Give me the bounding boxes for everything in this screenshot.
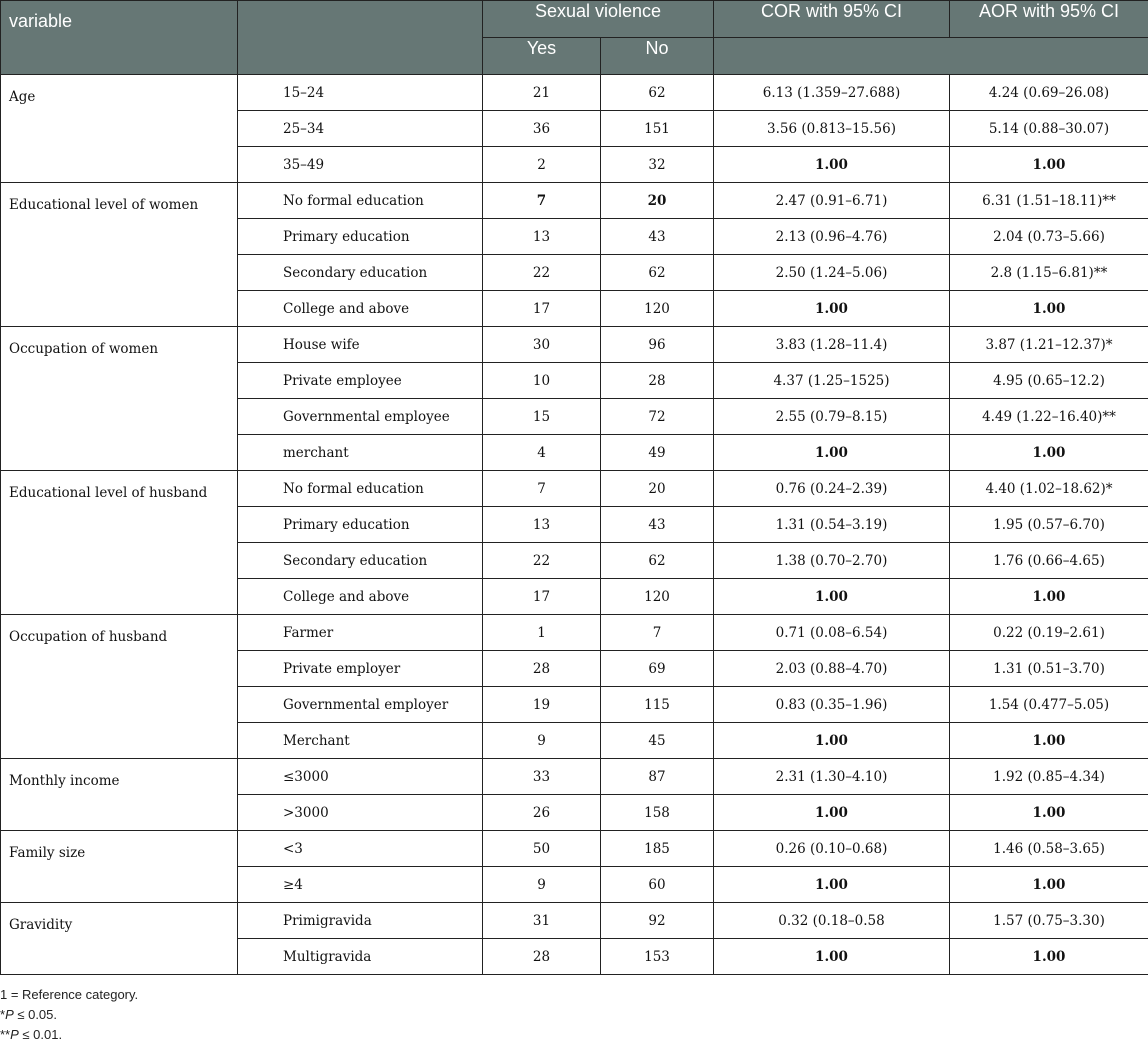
yes-count-cell: 19 — [483, 687, 601, 723]
yes-count-cell: 17 — [483, 291, 601, 327]
header-category — [238, 1, 483, 75]
cor-cell: 0.71 (0.08–6.54) — [714, 615, 950, 651]
cor-cell: 1.00 — [714, 291, 950, 327]
category-cell: No formal education — [238, 471, 483, 507]
aor-cell: 1.00 — [950, 291, 1148, 327]
aor-cell: 1.31 (0.51–3.70) — [950, 651, 1148, 687]
variable-cell: Monthly income — [1, 759, 238, 831]
yes-count-cell: 36 — [483, 111, 601, 147]
category-cell: Secondary education — [238, 543, 483, 579]
cor-cell: 2.03 (0.88–4.70) — [714, 651, 950, 687]
yes-count-cell: 22 — [483, 255, 601, 291]
aor-cell: 4.24 (0.69–26.08) — [950, 75, 1148, 111]
footnote-p05: *P ≤ 0.05. — [0, 1005, 138, 1025]
category-cell: 15–24 — [238, 75, 483, 111]
no-count-cell: 45 — [601, 723, 714, 759]
no-count-cell: 62 — [601, 255, 714, 291]
yes-count-cell: 1 — [483, 615, 601, 651]
footnotes — [0, 985, 138, 1045]
variable-cell: Family size — [1, 831, 238, 903]
no-count-cell: 28 — [601, 363, 714, 399]
cor-cell: 1.00 — [714, 867, 950, 903]
cor-cell: 0.32 (0.18–0.58 — [714, 903, 950, 939]
aor-cell: 1.57 (0.75–3.30) — [950, 903, 1148, 939]
yes-count-cell: 22 — [483, 543, 601, 579]
cor-cell: 1.31 (0.54–3.19) — [714, 507, 950, 543]
aor-cell: 1.00 — [950, 867, 1148, 903]
category-cell: Private employer — [238, 651, 483, 687]
variable-cell: Educational level of women — [1, 183, 238, 327]
aor-cell: 4.49 (1.22–16.40)** — [950, 399, 1148, 435]
yes-count-cell: 17 — [483, 579, 601, 615]
yes-count-cell: 10 — [483, 363, 601, 399]
yes-count-cell: 13 — [483, 219, 601, 255]
variable-cell: Occupation of women — [1, 327, 238, 471]
table-body — [1, 75, 1148, 975]
cor-cell: 2.55 (0.79–8.15) — [714, 399, 950, 435]
category-cell: Governmental employer — [238, 687, 483, 723]
table-header — [1, 1, 1148, 75]
category-cell: Private employee — [238, 363, 483, 399]
yes-count-cell: 2 — [483, 147, 601, 183]
no-count-cell: 62 — [601, 75, 714, 111]
no-count-cell: 43 — [601, 219, 714, 255]
no-count-cell: 185 — [601, 831, 714, 867]
header-ci-blank — [714, 38, 1148, 75]
yes-count-cell: 30 — [483, 327, 601, 363]
yes-count-cell: 13 — [483, 507, 601, 543]
aor-cell: 1.00 — [950, 579, 1148, 615]
yes-count-cell: 33 — [483, 759, 601, 795]
aor-cell: 1.46 (0.58–3.65) — [950, 831, 1148, 867]
category-cell: House wife — [238, 327, 483, 363]
aor-cell: 1.00 — [950, 147, 1148, 183]
aor-cell: 1.54 (0.477–5.05) — [950, 687, 1148, 723]
cor-cell: 0.26 (0.10–0.68) — [714, 831, 950, 867]
aor-cell: 0.22 (0.19–2.61) — [950, 615, 1148, 651]
no-count-cell: 96 — [601, 327, 714, 363]
aor-cell: 2.04 (0.73–5.66) — [950, 219, 1148, 255]
category-cell: Secondary education — [238, 255, 483, 291]
category-cell: Primary education — [238, 507, 483, 543]
no-count-cell: 69 — [601, 651, 714, 687]
header-sexual-violence: Sexual violence — [483, 1, 714, 38]
table-row — [1, 615, 1148, 651]
variable-cell: Educational level of husband — [1, 471, 238, 615]
yes-count-cell: 9 — [483, 867, 601, 903]
aor-cell: 6.31 (1.51–18.11)** — [950, 183, 1148, 219]
category-cell: Primigravida — [238, 903, 483, 939]
no-count-cell: 62 — [601, 543, 714, 579]
table-row — [1, 75, 1148, 111]
aor-cell: 1.00 — [950, 795, 1148, 831]
variable-cell: Age — [1, 75, 238, 183]
header-no: No — [601, 38, 714, 75]
cor-cell: 4.37 (1.25–1525) — [714, 363, 950, 399]
category-cell: ≤3000 — [238, 759, 483, 795]
aor-cell: 2.8 (1.15–6.81)** — [950, 255, 1148, 291]
category-cell: >3000 — [238, 795, 483, 831]
category-cell: Primary education — [238, 219, 483, 255]
aor-cell: 4.95 (0.65–12.2) — [950, 363, 1148, 399]
category-cell: Merchant — [238, 723, 483, 759]
aor-cell: 1.00 — [950, 435, 1148, 471]
yes-count-cell: 21 — [483, 75, 601, 111]
cor-cell: 2.50 (1.24–5.06) — [714, 255, 950, 291]
no-count-cell: 115 — [601, 687, 714, 723]
category-cell: merchant — [238, 435, 483, 471]
table-row — [1, 183, 1148, 219]
cor-cell: 1.00 — [714, 939, 950, 975]
category-cell: ≥4 — [238, 867, 483, 903]
header-cor: COR with 95% CI — [714, 1, 950, 38]
category-cell: Farmer — [238, 615, 483, 651]
aor-cell: 3.87 (1.21–12.37)* — [950, 327, 1148, 363]
cor-cell: 1.00 — [714, 435, 950, 471]
yes-count-cell: 50 — [483, 831, 601, 867]
cor-cell: 1.00 — [714, 795, 950, 831]
category-cell: College and above — [238, 579, 483, 615]
cor-cell: 2.47 (0.91–6.71) — [714, 183, 950, 219]
table-row — [1, 327, 1148, 363]
category-cell: Governmental employee — [238, 399, 483, 435]
table-row — [1, 471, 1148, 507]
category-cell: No formal education — [238, 183, 483, 219]
cor-cell: 2.13 (0.96–4.76) — [714, 219, 950, 255]
no-count-cell: 60 — [601, 867, 714, 903]
yes-count-cell: 7 — [483, 183, 601, 219]
aor-cell: 4.40 (1.02–18.62)* — [950, 471, 1148, 507]
footnote-reference: 1 = Reference category. — [0, 985, 138, 1005]
no-count-cell: 151 — [601, 111, 714, 147]
cor-cell: 1.00 — [714, 723, 950, 759]
yes-count-cell: 9 — [483, 723, 601, 759]
yes-count-cell: 7 — [483, 471, 601, 507]
no-count-cell: 158 — [601, 795, 714, 831]
category-cell: 25–34 — [238, 111, 483, 147]
yes-count-cell: 15 — [483, 399, 601, 435]
yes-count-cell: 28 — [483, 939, 601, 975]
footnote-p01: **P ≤ 0.01. — [0, 1025, 138, 1045]
cor-cell: 6.13 (1.359–27.688) — [714, 75, 950, 111]
no-count-cell: 43 — [601, 507, 714, 543]
table-row — [1, 759, 1148, 795]
aor-cell: 1.76 (0.66–4.65) — [950, 543, 1148, 579]
aor-cell: 5.14 (0.88–30.07) — [950, 111, 1148, 147]
aor-cell: 1.00 — [950, 723, 1148, 759]
no-count-cell: 20 — [601, 471, 714, 507]
no-count-cell: 87 — [601, 759, 714, 795]
no-count-cell: 72 — [601, 399, 714, 435]
variable-cell: Gravidity — [1, 903, 238, 975]
aor-cell: 1.92 (0.85–4.34) — [950, 759, 1148, 795]
cor-cell: 3.83 (1.28–11.4) — [714, 327, 950, 363]
cor-cell: 2.31 (1.30–4.10) — [714, 759, 950, 795]
category-cell: <3 — [238, 831, 483, 867]
header-aor: AOR with 95% CI — [950, 1, 1148, 38]
category-cell: College and above — [238, 291, 483, 327]
no-count-cell: 32 — [601, 147, 714, 183]
no-count-cell: 92 — [601, 903, 714, 939]
aor-cell: 1.00 — [950, 939, 1148, 975]
variable-cell: Occupation of husband — [1, 615, 238, 759]
no-count-cell: 120 — [601, 291, 714, 327]
yes-count-cell: 4 — [483, 435, 601, 471]
table-row — [1, 903, 1148, 939]
yes-count-cell: 31 — [483, 903, 601, 939]
no-count-cell: 153 — [601, 939, 714, 975]
table-row — [1, 831, 1148, 867]
cor-cell: 0.83 (0.35–1.96) — [714, 687, 950, 723]
category-cell: Multigravida — [238, 939, 483, 975]
category-cell: 35–49 — [238, 147, 483, 183]
yes-count-cell: 28 — [483, 651, 601, 687]
cor-cell: 0.76 (0.24–2.39) — [714, 471, 950, 507]
cor-cell: 1.38 (0.70–2.70) — [714, 543, 950, 579]
cor-cell: 1.00 — [714, 147, 950, 183]
yes-count-cell: 26 — [483, 795, 601, 831]
no-count-cell: 20 — [601, 183, 714, 219]
no-count-cell: 7 — [601, 615, 714, 651]
header-yes: Yes — [483, 38, 601, 75]
cor-cell: 3.56 (0.813–15.56) — [714, 111, 950, 147]
header-variable: variable — [1, 1, 238, 75]
no-count-cell: 120 — [601, 579, 714, 615]
cor-cell: 1.00 — [714, 579, 950, 615]
no-count-cell: 49 — [601, 435, 714, 471]
aor-cell: 1.95 (0.57–6.70) — [950, 507, 1148, 543]
